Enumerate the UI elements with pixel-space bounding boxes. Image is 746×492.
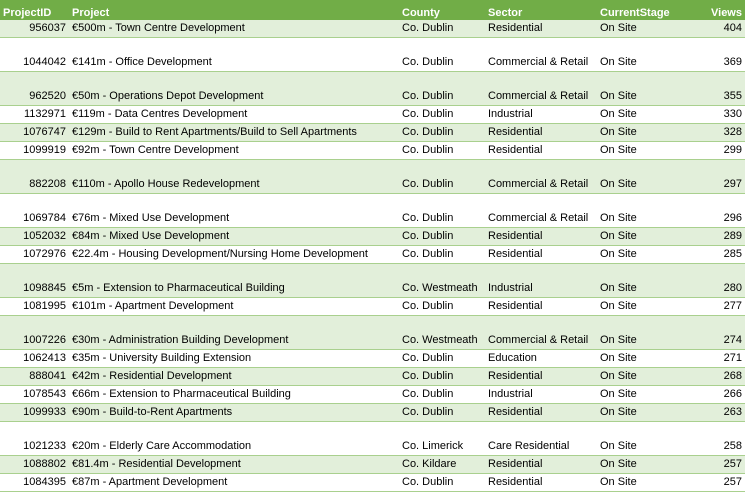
cell-current-stage: On Site <box>597 368 693 386</box>
cell-current-stage: On Site <box>597 350 693 368</box>
cell-project: €5m - Extension to Pharmaceutical Building <box>69 264 399 298</box>
cell-county: Co. Dublin <box>399 106 485 124</box>
cell-sector: Commercial & Retail <box>485 316 597 350</box>
cell-current-stage: On Site <box>597 474 693 492</box>
cell-sector: Residential <box>485 246 597 264</box>
cell-project: €66m - Extension to Pharmaceutical Building <box>69 386 399 404</box>
cell-views: 258 <box>693 422 745 456</box>
cell-views: 266 <box>693 386 745 404</box>
cell-county: Co. Dublin <box>399 194 485 228</box>
cell-current-stage: On Site <box>597 422 693 456</box>
cell-views: 297 <box>693 160 745 194</box>
cell-county: Co. Dublin <box>399 20 485 38</box>
cell-project: €20m - Elderly Care Accommodation <box>69 422 399 456</box>
table-row[interactable] <box>0 368 745 386</box>
cell-current-stage: On Site <box>597 72 693 106</box>
cell-project-id: 1044042 <box>0 38 69 72</box>
cell-project-id: 1069784 <box>0 194 69 228</box>
cell-project-id: 1052032 <box>0 228 69 246</box>
cell-views: 257 <box>693 456 745 474</box>
table-row[interactable] <box>0 106 745 124</box>
cell-project: €81.4m - Residential Development <box>69 456 399 474</box>
cell-project-id: 1081995 <box>0 298 69 316</box>
cell-project-id: 962520 <box>0 72 69 106</box>
cell-current-stage: On Site <box>597 194 693 228</box>
cell-views: 296 <box>693 194 745 228</box>
cell-county: Co. Dublin <box>399 38 485 72</box>
cell-project: €22.4m - Housing Development/Nursing Home Development <box>69 246 399 264</box>
cell-sector: Commercial & Retail <box>485 194 597 228</box>
table-row[interactable] <box>0 386 745 404</box>
cell-project: €90m - Build-to-Rent Apartments <box>69 404 399 422</box>
cell-project: €119m - Data Centres Development <box>69 106 399 124</box>
cell-county: Co. Kildare <box>399 456 485 474</box>
table-row[interactable] <box>0 350 745 368</box>
table-row[interactable] <box>0 160 745 194</box>
cell-views: 299 <box>693 142 745 160</box>
table-row[interactable] <box>0 474 745 492</box>
cell-project: €92m - Town Centre Development <box>69 142 399 160</box>
cell-current-stage: On Site <box>597 456 693 474</box>
cell-sector: Residential <box>485 368 597 386</box>
cell-current-stage: On Site <box>597 124 693 142</box>
cell-views: 280 <box>693 264 745 298</box>
cell-county: Co. Dublin <box>399 228 485 246</box>
header-current-stage[interactable]: CurrentStage <box>597 0 693 20</box>
cell-sector: Residential <box>485 298 597 316</box>
cell-views: 271 <box>693 350 745 368</box>
cell-project-id: 1007226 <box>0 316 69 350</box>
cell-sector: Commercial & Retail <box>485 72 597 106</box>
cell-project: €101m - Apartment Development <box>69 298 399 316</box>
cell-county: Co. Westmeath <box>399 316 485 350</box>
cell-project-id: 1084395 <box>0 474 69 492</box>
cell-project: €35m - University Building Extension <box>69 350 399 368</box>
cell-current-stage: On Site <box>597 246 693 264</box>
header-project[interactable]: Project <box>69 0 399 20</box>
cell-project-id: 1076747 <box>0 124 69 142</box>
cell-views: 404 <box>693 20 745 38</box>
cell-county: Co. Dublin <box>399 72 485 106</box>
header-row <box>0 0 745 20</box>
cell-project-id: 1088802 <box>0 456 69 474</box>
cell-views: 369 <box>693 38 745 72</box>
table-row[interactable] <box>0 228 745 246</box>
table-row[interactable] <box>0 194 745 228</box>
cell-current-stage: On Site <box>597 386 693 404</box>
table-row[interactable] <box>0 316 745 350</box>
cell-sector: Commercial & Retail <box>485 38 597 72</box>
cell-project: €50m - Operations Depot Development <box>69 72 399 106</box>
cell-current-stage: On Site <box>597 298 693 316</box>
cell-current-stage: On Site <box>597 264 693 298</box>
cell-county: Co. Dublin <box>399 298 485 316</box>
cell-project: €30m - Administration Building Development <box>69 316 399 350</box>
cell-project-id: 1072976 <box>0 246 69 264</box>
cell-project: €129m - Build to Rent Apartments/Build to Sell Apartments <box>69 124 399 142</box>
cell-views: 277 <box>693 298 745 316</box>
cell-current-stage: On Site <box>597 160 693 194</box>
table-row[interactable] <box>0 20 745 38</box>
cell-project: €110m - Apollo House Redevelopment <box>69 160 399 194</box>
cell-county: Co. Limerick <box>399 422 485 456</box>
cell-sector: Residential <box>485 228 597 246</box>
cell-sector: Residential <box>485 474 597 492</box>
cell-views: 330 <box>693 106 745 124</box>
cell-sector: Industrial <box>485 264 597 298</box>
cell-county: Co. Dublin <box>399 368 485 386</box>
cell-county: Co. Westmeath <box>399 264 485 298</box>
cell-project-id: 1021233 <box>0 422 69 456</box>
table-row[interactable] <box>0 246 745 264</box>
cell-views: 355 <box>693 72 745 106</box>
header-sector[interactable]: Sector <box>485 0 597 20</box>
cell-county: Co. Dublin <box>399 124 485 142</box>
cell-sector: Industrial <box>485 106 597 124</box>
cell-project-id: 1098845 <box>0 264 69 298</box>
table-body <box>0 20 745 492</box>
cell-sector: Residential <box>485 456 597 474</box>
cell-views: 328 <box>693 124 745 142</box>
cell-views: 268 <box>693 368 745 386</box>
cell-views: 257 <box>693 474 745 492</box>
table-row[interactable] <box>0 124 745 142</box>
cell-current-stage: On Site <box>597 142 693 160</box>
table-row[interactable] <box>0 298 745 316</box>
table-row[interactable] <box>0 264 745 298</box>
cell-sector: Commercial & Retail <box>485 160 597 194</box>
cell-county: Co. Dublin <box>399 160 485 194</box>
header-views[interactable]: Views <box>693 0 745 20</box>
cell-project-id: 888041 <box>0 368 69 386</box>
table-row[interactable] <box>0 422 745 456</box>
cell-current-stage: On Site <box>597 228 693 246</box>
cell-project-id: 1099919 <box>0 142 69 160</box>
cell-current-stage: On Site <box>597 404 693 422</box>
cell-project: €42m - Residential Development <box>69 368 399 386</box>
cell-project: €141m - Office Development <box>69 38 399 72</box>
header-project-id[interactable]: ProjectID <box>0 0 69 20</box>
cell-sector: Residential <box>485 20 597 38</box>
cell-current-stage: On Site <box>597 106 693 124</box>
cell-current-stage: On Site <box>597 20 693 38</box>
cell-project-id: 956037 <box>0 20 69 38</box>
table-row[interactable] <box>0 72 745 106</box>
cell-county: Co. Dublin <box>399 386 485 404</box>
cell-views: 263 <box>693 404 745 422</box>
table-row[interactable] <box>0 404 745 422</box>
cell-project: €500m - Town Centre Development <box>69 20 399 38</box>
table-row[interactable] <box>0 38 745 72</box>
cell-current-stage: On Site <box>597 38 693 72</box>
cell-project: €87m - Apartment Development <box>69 474 399 492</box>
cell-sector: Residential <box>485 404 597 422</box>
cell-project-id: 1062413 <box>0 350 69 368</box>
cell-county: Co. Dublin <box>399 404 485 422</box>
cell-sector: Residential <box>485 124 597 142</box>
cell-views: 289 <box>693 228 745 246</box>
cell-sector: Care Residential <box>485 422 597 456</box>
cell-county: Co. Dublin <box>399 246 485 264</box>
cell-project: €84m - Mixed Use Development <box>69 228 399 246</box>
cell-current-stage: On Site <box>597 316 693 350</box>
cell-views: 274 <box>693 316 745 350</box>
cell-county: Co. Dublin <box>399 350 485 368</box>
cell-county: Co. Dublin <box>399 474 485 492</box>
table-row[interactable] <box>0 142 745 160</box>
cell-project: €76m - Mixed Use Development <box>69 194 399 228</box>
cell-views: 285 <box>693 246 745 264</box>
cell-project-id: 882208 <box>0 160 69 194</box>
cell-project-id: 1078543 <box>0 386 69 404</box>
cell-sector: Industrial <box>485 386 597 404</box>
cell-project-id: 1099933 <box>0 404 69 422</box>
cell-sector: Residential <box>485 142 597 160</box>
cell-sector: Education <box>485 350 597 368</box>
cell-county: Co. Dublin <box>399 142 485 160</box>
header-county[interactable]: County <box>399 0 485 20</box>
cell-project-id: 1132971 <box>0 106 69 124</box>
